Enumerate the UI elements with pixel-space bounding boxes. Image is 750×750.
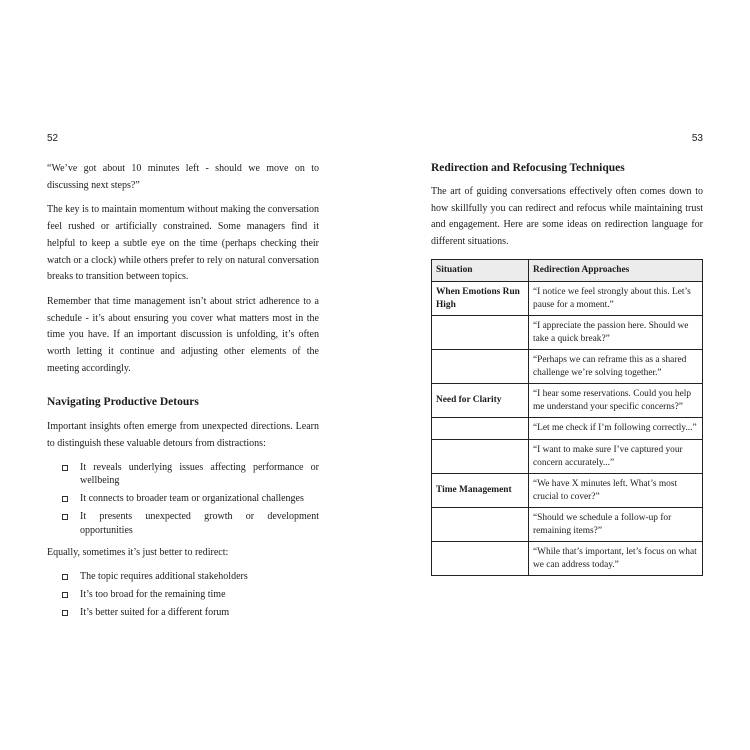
square-bullet-icon [62,496,68,502]
redirect-bullet-list [47,570,319,620]
remember-paragraph: Remember that time management isn’t about strict adherence to a schedule - it’s about ensuring you cover what matters most in the time you have. If an important discussion is unfolding, it’s often worth letting it continue and adjusting other elements of the meeting accordingly. [47,295,319,374]
left-page-column [47,161,319,628]
list-item: It presents unexpected growth or development opportunities [47,510,319,537]
approach-cell: “I hear some reservations. Could you help me understand your specific concerns?” [529,383,703,417]
situation-cell: Need for Clarity [432,383,529,417]
list-item: It’s too broad for the remaining time [47,588,319,602]
table-row [432,541,703,575]
square-bullet-icon [62,610,68,616]
approach-cell: “We have X minutes left. What’s most crucial to cover?” [529,473,703,507]
table-row [432,349,703,383]
table-row [432,439,703,473]
table-row [432,315,703,349]
empty-situation-cell [432,349,529,383]
table-row [432,507,703,541]
empty-situation-cell [432,439,529,473]
techniques-heading: Redirection and Refocusing Techniques [431,162,625,174]
detour-bullet-list [47,461,319,538]
list-item: It reveals underlying issues affecting performance or wellbeing [47,461,319,488]
situation-cell: When Emotions Run High [432,281,529,315]
page-number-left: 52 [47,133,59,144]
approach-cell: “I notice we feel strongly about this. Let’s pause for a moment.” [529,281,703,315]
list-item: It’s better suited for a different forum [47,606,319,620]
redirection-table [431,259,703,576]
square-bullet-icon [62,465,68,471]
right-page-column [431,161,703,576]
techniques-intro: The art of guiding conversations effectively often comes down to how skillfully you can redirect and refocus while maintaining trust and engagement. Here are some ideas on redirection language for different situations. [431,186,703,248]
approach-cell: “While that’s important, let’s focus on what we can address today.” [529,541,703,575]
situation-cell: Time Management [432,473,529,507]
approach-cell: “I appreciate the passion here. Should we take a quick break?” [529,315,703,349]
approach-cell: “I want to make sure I’ve captured your concern accurately...” [529,439,703,473]
square-bullet-icon [62,574,68,580]
empty-situation-cell [432,315,529,349]
table-row [432,383,703,417]
approach-cell: “Let me check if I’m following correctly...” [529,417,703,439]
header-approaches: Redirection Approaches [529,259,703,281]
list-item: It connects to broader team or organizational challenges [47,492,319,506]
quote-paragraph: “We’ve got about 10 minutes left - should we move on to discussing next steps?” [47,163,319,191]
header-situation: Situation [432,259,529,281]
momentum-paragraph: The key is to maintain momentum without making the conversation feel rushed or artificially constrained. Some managers find it helpful to keep a subtle eye on the time (perhaps checking their watch or a clock) while others prefer to rely on natural conversation breaks to transition between topics. [47,204,319,283]
empty-situation-cell [432,417,529,439]
approach-cell: “Should we schedule a follow-up for remaining items?” [529,507,703,541]
approach-cell: “Perhaps we can reframe this as a shared challenge we’re solving together.” [529,349,703,383]
table-row [432,417,703,439]
list-item: The topic requires additional stakeholders [47,570,319,584]
table-row [432,473,703,507]
equally-paragraph: Equally, sometimes it’s just better to redirect: [47,547,229,559]
page-number-right: 53 [691,133,703,144]
detours-heading: Navigating Productive Detours [47,396,199,409]
table-row [432,281,703,315]
insights-paragraph: Important insights often emerge from unexpected directions. Learn to distinguish these valuable detours from distractions: [47,421,319,450]
square-bullet-icon [62,514,68,520]
square-bullet-icon [62,592,68,598]
table-header-row [432,259,703,281]
empty-situation-cell [432,541,529,575]
empty-situation-cell [432,507,529,541]
